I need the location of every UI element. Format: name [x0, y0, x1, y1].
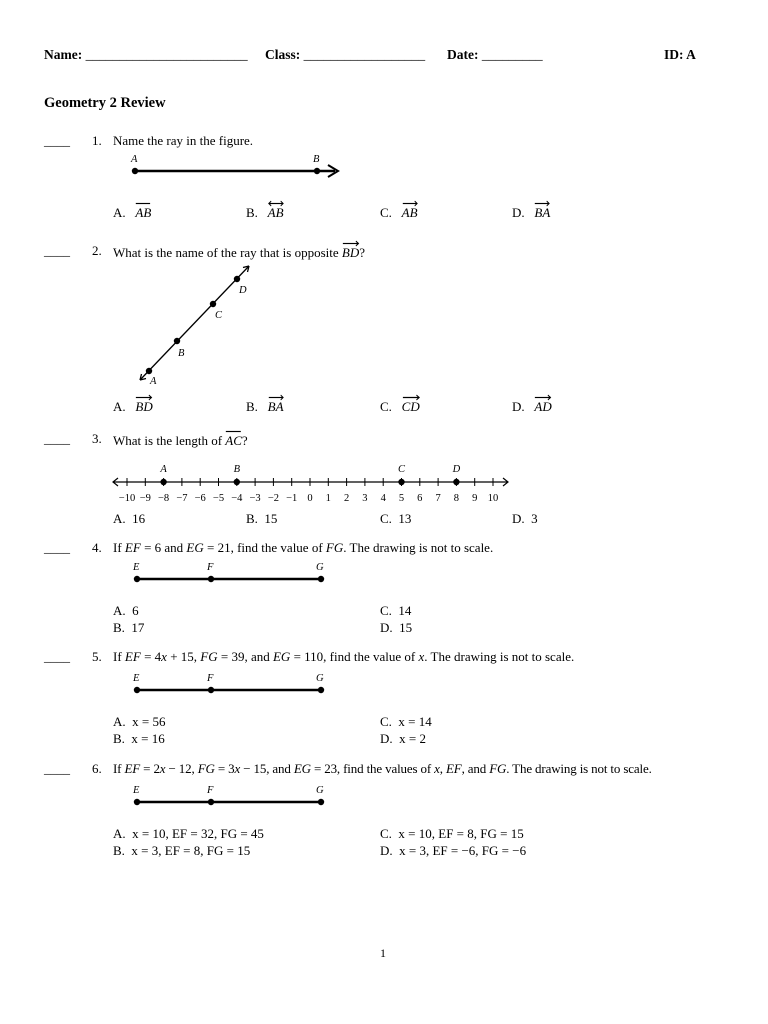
- label-e: E: [133, 562, 140, 573]
- tick-label: −5: [212, 493, 225, 504]
- choice-letter: A.: [113, 399, 126, 414]
- choice-letter: C.: [380, 826, 392, 841]
- tick-label: −9: [139, 493, 151, 504]
- point-f: [208, 576, 214, 582]
- q2-choice-b[interactable]: [246, 397, 284, 415]
- choice-letter: B.: [113, 843, 125, 858]
- name-field[interactable]: [44, 47, 248, 63]
- question-1-text: Name the ray in the figure.: [113, 133, 254, 148]
- tick-label: 5: [398, 493, 405, 504]
- point-d: [453, 479, 459, 485]
- tick-label: −6: [194, 493, 206, 504]
- q6-choice-a[interactable]: [113, 826, 264, 842]
- label-g: G: [316, 673, 324, 684]
- tick-label: −8: [158, 493, 170, 504]
- question-3-text: What is the length of AC?: [113, 433, 248, 448]
- point-g: [318, 576, 324, 582]
- label-d: D: [452, 464, 461, 475]
- question-2-text: What is the name of the ray that is opposite BD?: [113, 243, 365, 261]
- label-g: G: [316, 785, 324, 796]
- tick-label: −2: [267, 493, 279, 504]
- q4-choice-b[interactable]: [113, 620, 144, 636]
- choice-value: 16: [132, 511, 146, 526]
- choice-value: x = 3, EF = 8, FG = 15: [131, 843, 251, 858]
- question-4-figure: [130, 560, 330, 586]
- q5-choice-a[interactable]: [113, 714, 165, 730]
- label-e: E: [133, 785, 140, 796]
- label-a: A: [131, 154, 138, 165]
- q1-choice-b[interactable]: [246, 203, 284, 221]
- question-1-number: 1.: [92, 133, 102, 148]
- point-d: [234, 276, 240, 282]
- q3-choice-b[interactable]: [246, 511, 277, 527]
- choice-value: 15: [264, 511, 278, 526]
- tick-label: 8: [453, 493, 460, 504]
- choice-letter: B.: [246, 399, 258, 414]
- label-c: C: [215, 310, 223, 321]
- segment-ab: AB: [135, 205, 152, 220]
- choice-letter: C.: [380, 603, 392, 618]
- point-b: [174, 338, 180, 344]
- choice-letter: C.: [380, 714, 392, 729]
- choice-value: 14: [398, 603, 412, 618]
- label-b: B: [178, 348, 185, 359]
- label-d: D: [239, 285, 247, 296]
- answer-blank-6[interactable]: ____: [44, 761, 70, 776]
- segment-ac: AC: [225, 433, 242, 448]
- choice-letter: C.: [380, 511, 392, 526]
- q1-choice-c[interactable]: [380, 203, 418, 221]
- choice-letter: A.: [113, 714, 126, 729]
- question-2-figure: [130, 262, 270, 388]
- q4-choice-d[interactable]: [380, 620, 412, 636]
- q4-choice-a[interactable]: [113, 603, 139, 619]
- label-f: F: [207, 673, 214, 684]
- question-6-number: 6.: [92, 761, 102, 776]
- question-3-number: 3.: [92, 431, 102, 446]
- label-c: C: [397, 464, 406, 475]
- label-e: E: [133, 673, 140, 684]
- answer-blank-4[interactable]: ____: [44, 540, 70, 555]
- tick-label: −10: [118, 493, 136, 504]
- tick-label: 7: [435, 493, 441, 504]
- choice-letter: D.: [380, 620, 393, 635]
- tick-label: 0: [307, 493, 313, 504]
- point-a: [146, 368, 152, 374]
- answer-blank-2[interactable]: ____: [44, 243, 70, 258]
- question-4-number: 4.: [92, 540, 102, 555]
- q5-choice-d[interactable]: [380, 731, 426, 747]
- ray-ab: AB: [402, 203, 418, 221]
- choice-value: 15: [399, 620, 413, 635]
- choice-value: x = 56: [132, 714, 166, 729]
- tick-label: 6: [417, 493, 423, 504]
- name-label: Name:: [44, 47, 83, 62]
- label-b: B: [313, 154, 320, 165]
- label-g: G: [316, 562, 324, 573]
- choice-letter: D.: [512, 399, 525, 414]
- point-f: [208, 687, 214, 693]
- date-field[interactable]: [447, 47, 543, 63]
- point-a: [132, 168, 138, 174]
- choice-value: x = 2: [399, 731, 426, 746]
- question-6-text: If EF = 2x − 12, FG = 3x − 15, and EG = 23, find the values of x, EF, and FG. The drawing is not to scale.: [113, 761, 652, 776]
- date-blank: _________: [481, 47, 543, 62]
- q2-choice-a[interactable]: [113, 397, 153, 415]
- ray-cd: CD: [402, 397, 420, 415]
- q2-choice-d[interactable]: [512, 397, 552, 415]
- tick-label: −1: [286, 493, 298, 504]
- question-5-text: If EF = 4x + 15, FG = 39, and EG = 110, find the value of x. The drawing is not to scale.: [113, 649, 575, 664]
- tick-label: −3: [249, 493, 261, 504]
- label-f: F: [207, 785, 214, 796]
- choice-value: 17: [131, 620, 145, 635]
- line-ab: AB: [268, 203, 284, 221]
- q3-choice-d[interactable]: [512, 511, 538, 527]
- choice-letter: C.: [380, 205, 392, 220]
- q6-choice-d[interactable]: [380, 843, 526, 859]
- choice-value: x = 16: [131, 731, 165, 746]
- point-e: [134, 799, 140, 805]
- id-label: ID: A: [664, 47, 696, 62]
- choice-letter: D.: [380, 843, 393, 858]
- question-3-number-line: [110, 458, 512, 504]
- choice-value: 6: [132, 603, 139, 618]
- q4-choice-c[interactable]: [380, 603, 411, 619]
- q6-choice-c[interactable]: [380, 826, 524, 842]
- class-field[interactable]: [265, 47, 425, 63]
- ray-bd: BD: [342, 243, 359, 261]
- ray-ad: AD: [534, 397, 551, 415]
- choice-letter: B.: [113, 731, 125, 746]
- choice-value: x = 10, EF = 8, FG = 15: [398, 826, 524, 841]
- class-blank: __________________: [303, 47, 426, 62]
- tick-label: −4: [231, 493, 243, 504]
- q5-choice-b[interactable]: [113, 731, 165, 747]
- q5-choice-c[interactable]: [380, 714, 432, 730]
- q6-choice-b[interactable]: [113, 843, 250, 859]
- ray-bd: BD: [135, 397, 152, 415]
- page-number: 1: [380, 946, 386, 960]
- point-f: [208, 799, 214, 805]
- choice-letter: A.: [113, 511, 126, 526]
- point-a: [160, 479, 166, 485]
- choice-letter: A.: [113, 205, 126, 220]
- name-blank: ________________________: [85, 47, 248, 62]
- question-4-text: If EF = 6 and EG = 21, find the value of FG. The drawing is not to scale.: [113, 540, 494, 555]
- date-label: Date:: [447, 47, 479, 62]
- answer-blank-1[interactable]: ____: [44, 133, 70, 148]
- point-c: [398, 479, 404, 485]
- choice-letter: B.: [246, 205, 258, 220]
- choice-letter: D.: [512, 205, 525, 220]
- tick-label: 10: [487, 493, 499, 504]
- question-6-figure: [130, 783, 330, 809]
- point-b: [234, 479, 240, 485]
- choice-value: x = 3, EF = −6, FG = −6: [399, 843, 527, 858]
- tick-label: 4: [380, 493, 386, 504]
- choice-letter: A.: [113, 826, 126, 841]
- choice-letter: B.: [113, 620, 125, 635]
- choice-value: 13: [398, 511, 412, 526]
- tick-label: 1: [325, 493, 331, 504]
- class-label: Class:: [265, 47, 301, 62]
- point-c: [210, 301, 216, 307]
- ray-ba: BA: [268, 397, 284, 415]
- answer-blank-5[interactable]: ____: [44, 649, 70, 664]
- label-a: A: [150, 376, 157, 387]
- question-5-figure: [130, 671, 330, 697]
- choice-letter: D.: [512, 511, 525, 526]
- tick-label: 3: [362, 493, 368, 504]
- page-title: Geometry 2 Review: [44, 95, 166, 111]
- choice-letter: B.: [246, 511, 258, 526]
- tick-label: 2: [343, 493, 350, 504]
- label-a: A: [160, 464, 167, 475]
- answer-blank-3[interactable]: ____: [44, 431, 70, 446]
- q1-choice-d[interactable]: [512, 203, 550, 221]
- choice-value: 3: [531, 511, 538, 526]
- choice-letter: D.: [380, 731, 393, 746]
- q3-choice-a[interactable]: [113, 511, 145, 527]
- choice-letter: C.: [380, 399, 392, 414]
- q1-choice-a[interactable]: [113, 203, 151, 221]
- ray-ba: BA: [534, 203, 550, 221]
- label-f: F: [207, 562, 214, 573]
- question-1-figure: [125, 150, 355, 185]
- point-g: [318, 687, 324, 693]
- tick-label: 9: [472, 493, 478, 504]
- choice-letter: A.: [113, 603, 126, 618]
- point-e: [134, 576, 140, 582]
- point-g: [318, 799, 324, 805]
- tick-label: −7: [176, 493, 188, 504]
- label-b: B: [233, 464, 241, 475]
- point-b: [314, 168, 320, 174]
- q2-choice-c[interactable]: [380, 397, 420, 415]
- point-e: [134, 687, 140, 693]
- diagonal-line: [140, 266, 249, 380]
- choice-value: x = 14: [398, 714, 432, 729]
- q3-choice-c[interactable]: [380, 511, 411, 527]
- choice-value: x = 10, EF = 32, FG = 45: [132, 826, 264, 841]
- question-2-number: 2.: [92, 243, 102, 258]
- question-5-number: 5.: [92, 649, 102, 664]
